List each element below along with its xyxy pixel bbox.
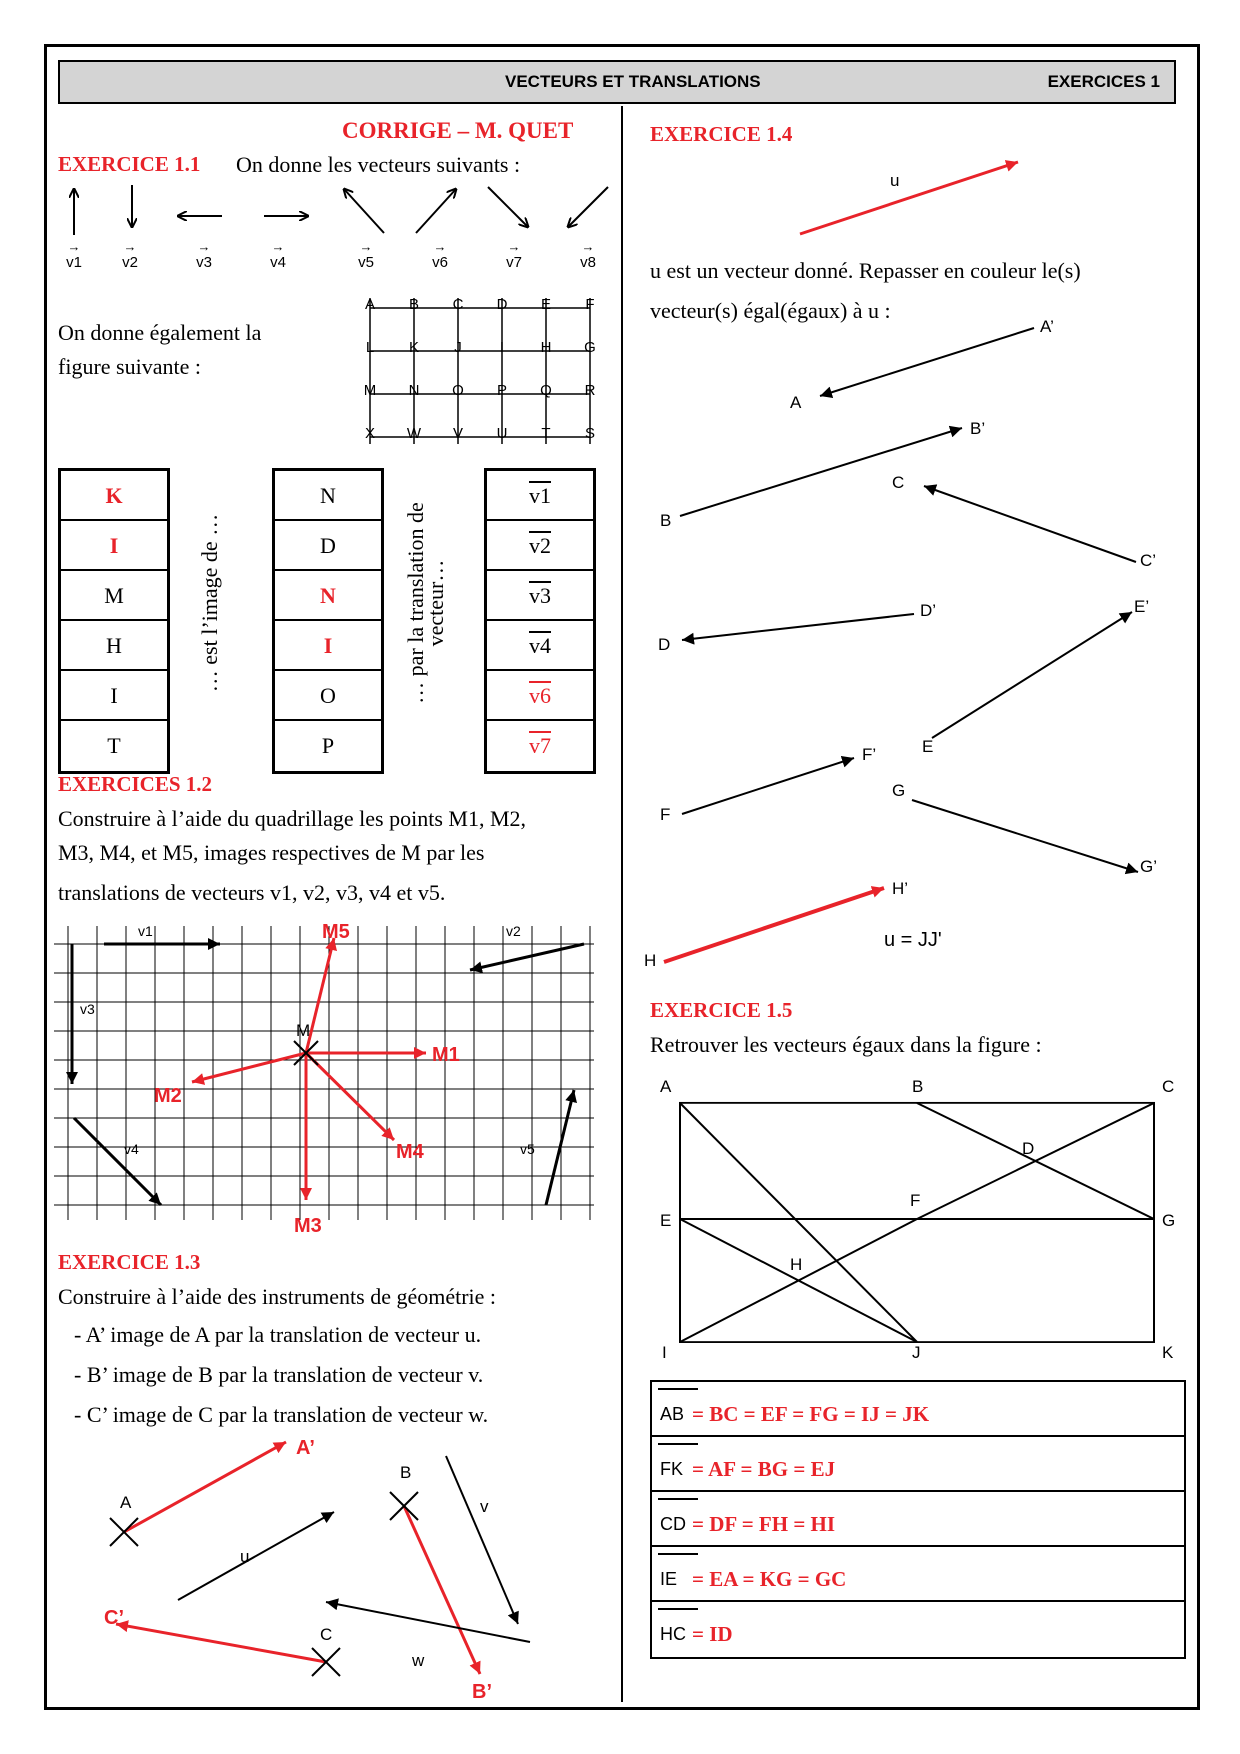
author-title: CORRIGE – M. QUET [342, 118, 574, 143]
svg-text:u: u [240, 1547, 250, 1566]
ex11-letter-grid [360, 296, 600, 446]
svg-text:v5: v5 [520, 1141, 535, 1157]
ex13-line3: - B’ image de B par la translation de vecteur v. [74, 1362, 484, 1387]
ex13-line2: - A’ image de A par la translation de vecteur u. [74, 1322, 482, 1347]
svg-text:u = JJ': u = JJ' [884, 929, 942, 951]
ex14-u-vector [790, 150, 1030, 240]
col2-cell: N [275, 471, 381, 521]
svg-text:→: → [581, 239, 595, 254]
svg-text:I: I [662, 1343, 667, 1360]
point-M5: M5 [322, 921, 350, 943]
svg-text:G: G [1162, 1211, 1176, 1230]
svg-text:G: G [584, 339, 596, 356]
ex14-title: EXERCICE 1.4 [650, 122, 793, 146]
ex12-grid-figure [44, 914, 604, 1244]
col3-cell: v2 [487, 521, 593, 571]
v6-arrow [416, 189, 456, 233]
svg-text:G’: G’ [1140, 857, 1157, 876]
col3-cell: v3 [487, 571, 593, 621]
svg-text:E: E [660, 1211, 672, 1230]
col1-cell: I [61, 671, 167, 721]
svg-text:G: G [892, 781, 906, 800]
col3-cell: v4 [487, 621, 593, 671]
svg-text:D: D [496, 296, 508, 313]
svg-text:M: M [363, 382, 377, 399]
svg-text:→: → [507, 239, 521, 254]
svg-text:→: → [359, 239, 373, 254]
v8-arrow [568, 187, 608, 227]
ex14-line2: vecteur(s) égal(égaux) à u : [650, 298, 891, 323]
vec-label: v1 [66, 254, 82, 271]
svg-text:J: J [912, 1343, 921, 1360]
svg-text:H’: H’ [892, 879, 909, 898]
ex12-line3: translations de vecteurs v1, v2, v3, v4 et v5. [58, 880, 446, 905]
svg-text:O: O [452, 382, 464, 399]
svg-text:F’: F’ [862, 745, 877, 764]
svg-text:→: → [197, 239, 211, 254]
v5-arrow [344, 189, 384, 233]
ex14-line1: u est un vecteur donné. Repasser en couleur le(s) [650, 258, 1081, 283]
answer-row: CD = DF = FH = HI [652, 1492, 1184, 1547]
svg-text:→: → [433, 239, 447, 254]
column-divider [621, 106, 623, 1702]
svg-text:A: A [790, 393, 802, 412]
svg-text:v: v [480, 1497, 489, 1516]
ex15-figure [650, 1070, 1180, 1360]
ex11-intro: On donne les vecteurs suivants : [236, 152, 521, 177]
svg-text:J: J [454, 339, 462, 356]
svg-text:C: C [452, 296, 464, 313]
svg-text:X: X [364, 425, 376, 442]
ex13-figure [90, 1436, 590, 1700]
svg-text:F: F [585, 296, 595, 313]
point-M: M [296, 1021, 311, 1040]
svg-text:I: I [499, 339, 505, 356]
ex11-figure-text-2: figure suivante : [58, 354, 201, 379]
point-M2: M2 [154, 1085, 182, 1107]
svg-text:D’: D’ [920, 601, 937, 620]
ex13-title: EXERCICE 1.3 [58, 1250, 201, 1274]
point-M4: M4 [396, 1141, 424, 1163]
col1-cell: T [107, 733, 121, 758]
svg-text:v2: v2 [506, 923, 521, 939]
vec-label: v6 [432, 254, 448, 271]
answer-row: FK = AF = BG = EJ [652, 1437, 1184, 1492]
col3-cell: v7 [529, 733, 551, 758]
col2-cell: N [275, 571, 381, 621]
svg-text:C: C [892, 473, 905, 492]
point-M1: M1 [432, 1044, 460, 1066]
vec-label: v3 [196, 254, 212, 271]
header-exercises: EXERCICES 1 [1047, 72, 1160, 91]
col2-cell: D [275, 521, 381, 571]
svg-text:→: → [67, 239, 81, 254]
ex11-col3 [484, 468, 596, 774]
ex12-line2: M3, M4, et M5, images respectives de M par les [58, 840, 485, 865]
svg-text:w: w [412, 1651, 425, 1670]
col3-cell: v1 [487, 471, 593, 521]
svg-text:N: N [408, 382, 420, 399]
ex13-line4: - C’ image de C par la translation de vecteur w. [74, 1402, 489, 1427]
svg-text:S: S [584, 425, 596, 442]
svg-text:Q: Q [540, 382, 552, 399]
point-M3: M3 [294, 1215, 322, 1237]
svg-text:A: A [120, 1493, 132, 1512]
col2-cell: O [275, 671, 381, 721]
svg-text:C: C [320, 1625, 333, 1644]
svg-text:K: K [408, 339, 420, 356]
ex11-vectors [50, 175, 620, 275]
vec-label: v5 [358, 254, 374, 271]
svg-text:B’: B’ [970, 419, 986, 438]
label-translation-2: vecteur… [423, 559, 448, 647]
ex11-title: EXERCICE 1.1 [58, 152, 201, 176]
ex15-answers [650, 1380, 1186, 1659]
svg-text:v3: v3 [80, 1001, 95, 1017]
v7-arrow [488, 187, 528, 227]
svg-text:A: A [364, 296, 376, 313]
svg-text:W: W [406, 425, 422, 442]
ex15-intro: Retrouver les vecteurs égaux dans la figure : [650, 1032, 1042, 1057]
svg-text:A: A [660, 1077, 672, 1096]
header-title: VECTEURS ET TRANSLATIONS [505, 72, 761, 91]
answer-row: AB = BC = EF = FG = IJ = JK [652, 1382, 1184, 1437]
svg-text:v1: v1 [138, 923, 153, 939]
vec-label: v4 [270, 254, 286, 271]
svg-text:L: L [365, 339, 375, 356]
col3-cell: v6 [487, 671, 593, 721]
label-image-of: … est l’image de … [197, 513, 222, 693]
svg-text:v4: v4 [124, 1141, 139, 1157]
ex11-col1 [58, 468, 170, 774]
svg-text:D: D [658, 635, 671, 654]
svg-text:C: C [1162, 1077, 1175, 1096]
svg-text:u: u [890, 171, 900, 190]
svg-text:→: → [123, 239, 137, 254]
svg-text:D: D [1022, 1139, 1035, 1158]
svg-text:→: → [271, 239, 285, 254]
svg-text:B: B [400, 1463, 412, 1482]
ex11-col2 [272, 468, 384, 774]
svg-text:B: B [408, 296, 420, 313]
svg-text:F: F [910, 1191, 921, 1210]
svg-text:C’: C’ [104, 1607, 124, 1629]
svg-text:B’: B’ [472, 1681, 492, 1700]
col1-cell: M [61, 571, 167, 621]
vec-label: v8 [580, 254, 596, 271]
svg-text:E: E [922, 737, 934, 756]
col2-cell: I [275, 621, 381, 671]
vec-label: v7 [506, 254, 522, 271]
svg-text:F: F [660, 805, 671, 824]
svg-text:U: U [496, 425, 508, 442]
col1-cell: H [61, 621, 167, 671]
ex12-title: EXERCICES 1.2 [58, 772, 213, 796]
svg-text:B: B [912, 1077, 924, 1096]
svg-text:R: R [584, 382, 596, 399]
answer-row: HC = ID [652, 1602, 1184, 1657]
ex15-title: EXERCICE 1.5 [650, 998, 793, 1022]
svg-text:V: V [452, 425, 464, 442]
vec-label: v2 [122, 254, 138, 271]
col1-cell: I [61, 521, 167, 571]
label-translation-1: … par la translation de [403, 502, 428, 704]
svg-text:B: B [660, 511, 672, 530]
ex13-line1: Construire à l’aide des instruments de géométrie : [58, 1284, 497, 1309]
answer-row: IE = EA = KG = GC [652, 1547, 1184, 1602]
svg-text:A’: A’ [296, 1437, 315, 1459]
svg-text:A’: A’ [1040, 317, 1054, 336]
ex11-figure-text-1: On donne également la [58, 320, 262, 345]
svg-text:H: H [790, 1255, 803, 1274]
svg-text:K: K [1162, 1343, 1174, 1360]
col2-cell: P [321, 733, 335, 758]
ex12-line1: Construire à l’aide du quadrillage les points M1, M2, [58, 806, 527, 831]
page-header [58, 60, 1176, 104]
svg-text:H: H [540, 339, 552, 356]
svg-text:E: E [540, 296, 552, 313]
svg-text:E’: E’ [1134, 597, 1150, 616]
svg-text:T: T [541, 425, 551, 442]
svg-text:P: P [496, 382, 508, 399]
ex14-figure [640, 310, 1180, 980]
col1-cell: K [61, 471, 167, 521]
svg-text:H: H [644, 951, 657, 970]
svg-text:C’: C’ [1140, 551, 1157, 570]
